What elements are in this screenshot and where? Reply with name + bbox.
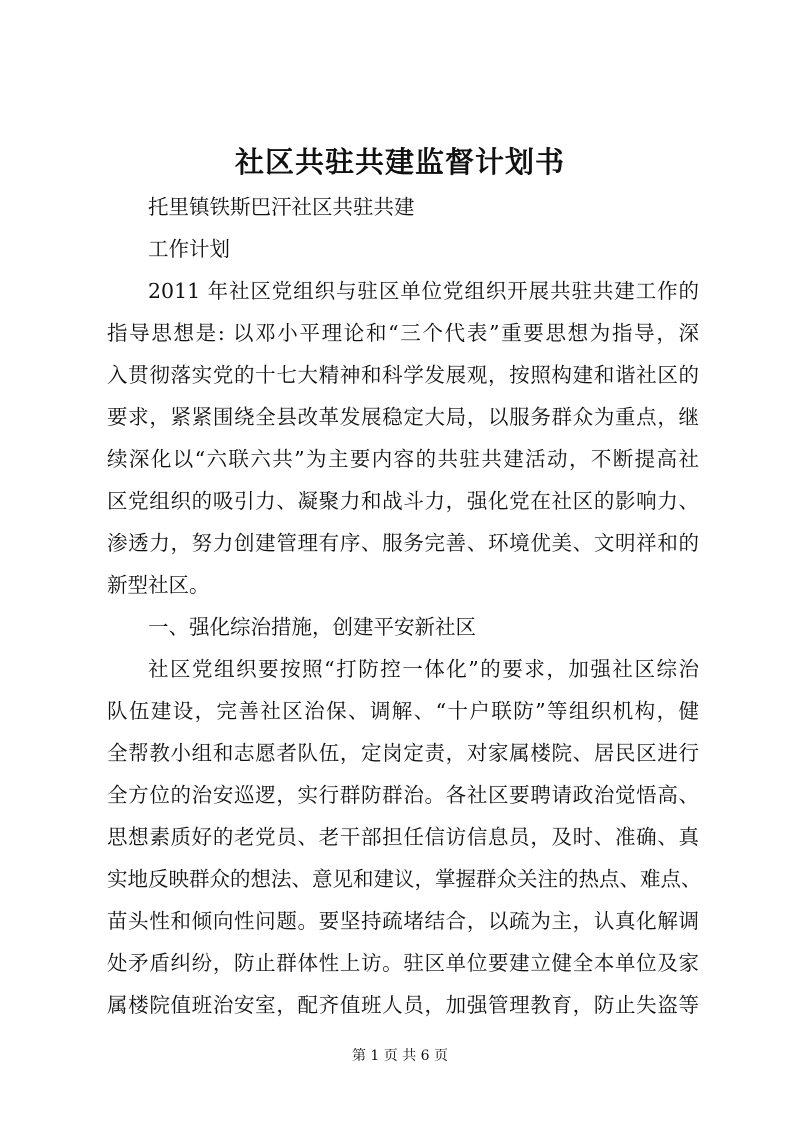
section-heading: 一、强化综治措施，创建平安新社区 — [148, 615, 476, 639]
text-line: 全帮教小组和志愿者队伍，定岗定责，对家属楼院、居民区进行 — [107, 741, 699, 765]
page-footer: 第 1 页 共 6 页 — [351, 1048, 449, 1064]
text-line: 区党组织的吸引力、凝聚力和战斗力，强化党在社区的影响力、 — [107, 489, 699, 513]
text-line: 新型社区。 — [107, 573, 210, 597]
text-line: 社区党组织要按照“打防控一体化”的要求，加强社区综治 — [148, 657, 699, 681]
paragraph-section-1-body — [107, 648, 702, 1026]
text-line: 渗透力，努力创建管理有序、服务完善、环境优美、文明祥和的 — [107, 531, 699, 555]
text-line: 2011 年社区党组织与驻区单位党组织开展共驻共建工作的 — [148, 279, 699, 303]
text-line: 入贯彻落实党的十七大精神和科学发展观，按照构建和谐社区的 — [107, 363, 699, 387]
text-line: 指导思想是: 以邓小平理论和“三个代表”重要思想为指导，深 — [107, 321, 699, 345]
text-line: 要求，紧紧围绕全县改革发展稳定大局，以服务群众为重点，继 — [107, 405, 699, 429]
text-line: 实地反映群众的想法、意见和建议，掌握群众关注的热点、难点、 — [107, 867, 702, 891]
document-body — [107, 186, 702, 1026]
text-line: 处矛盾纠纷，防止群体性上访。驻区单位要建立健全本单位及家 — [107, 951, 699, 975]
text-line: 托里镇铁斯巴汗社区共驻共建 — [148, 195, 415, 219]
paragraph-intro — [107, 270, 699, 606]
paragraph-section-1-heading — [107, 606, 699, 648]
paragraph-subtitle-1 — [107, 186, 699, 228]
text-line: 思想素质好的老党员、老干部担任信访信息员，及时、准确、真 — [107, 825, 699, 849]
document-title: 社区共驻共建监督计划书 — [234, 145, 565, 179]
text-line: 队伍建设，完善社区治保、调解、“十户联防”等组织机构，健 — [107, 699, 699, 723]
text-line: 属楼院值班治安室，配齐值班人员，加强管理教育，防止失盗等 — [107, 993, 699, 1017]
paragraph-subtitle-2 — [107, 228, 699, 270]
text-line: 全方位的治安巡逻，实行群防群治。各社区要聘请政治觉悟高、 — [107, 783, 699, 807]
text-line: 苗头性和倾向性问题。要坚持疏堵结合，以疏为主，认真化解调 — [107, 909, 699, 933]
text-line: 续深化以“六联六共”为主要内容的共驻共建活动，不断提高社 — [107, 447, 699, 471]
text-line: 工作计划 — [148, 237, 230, 261]
